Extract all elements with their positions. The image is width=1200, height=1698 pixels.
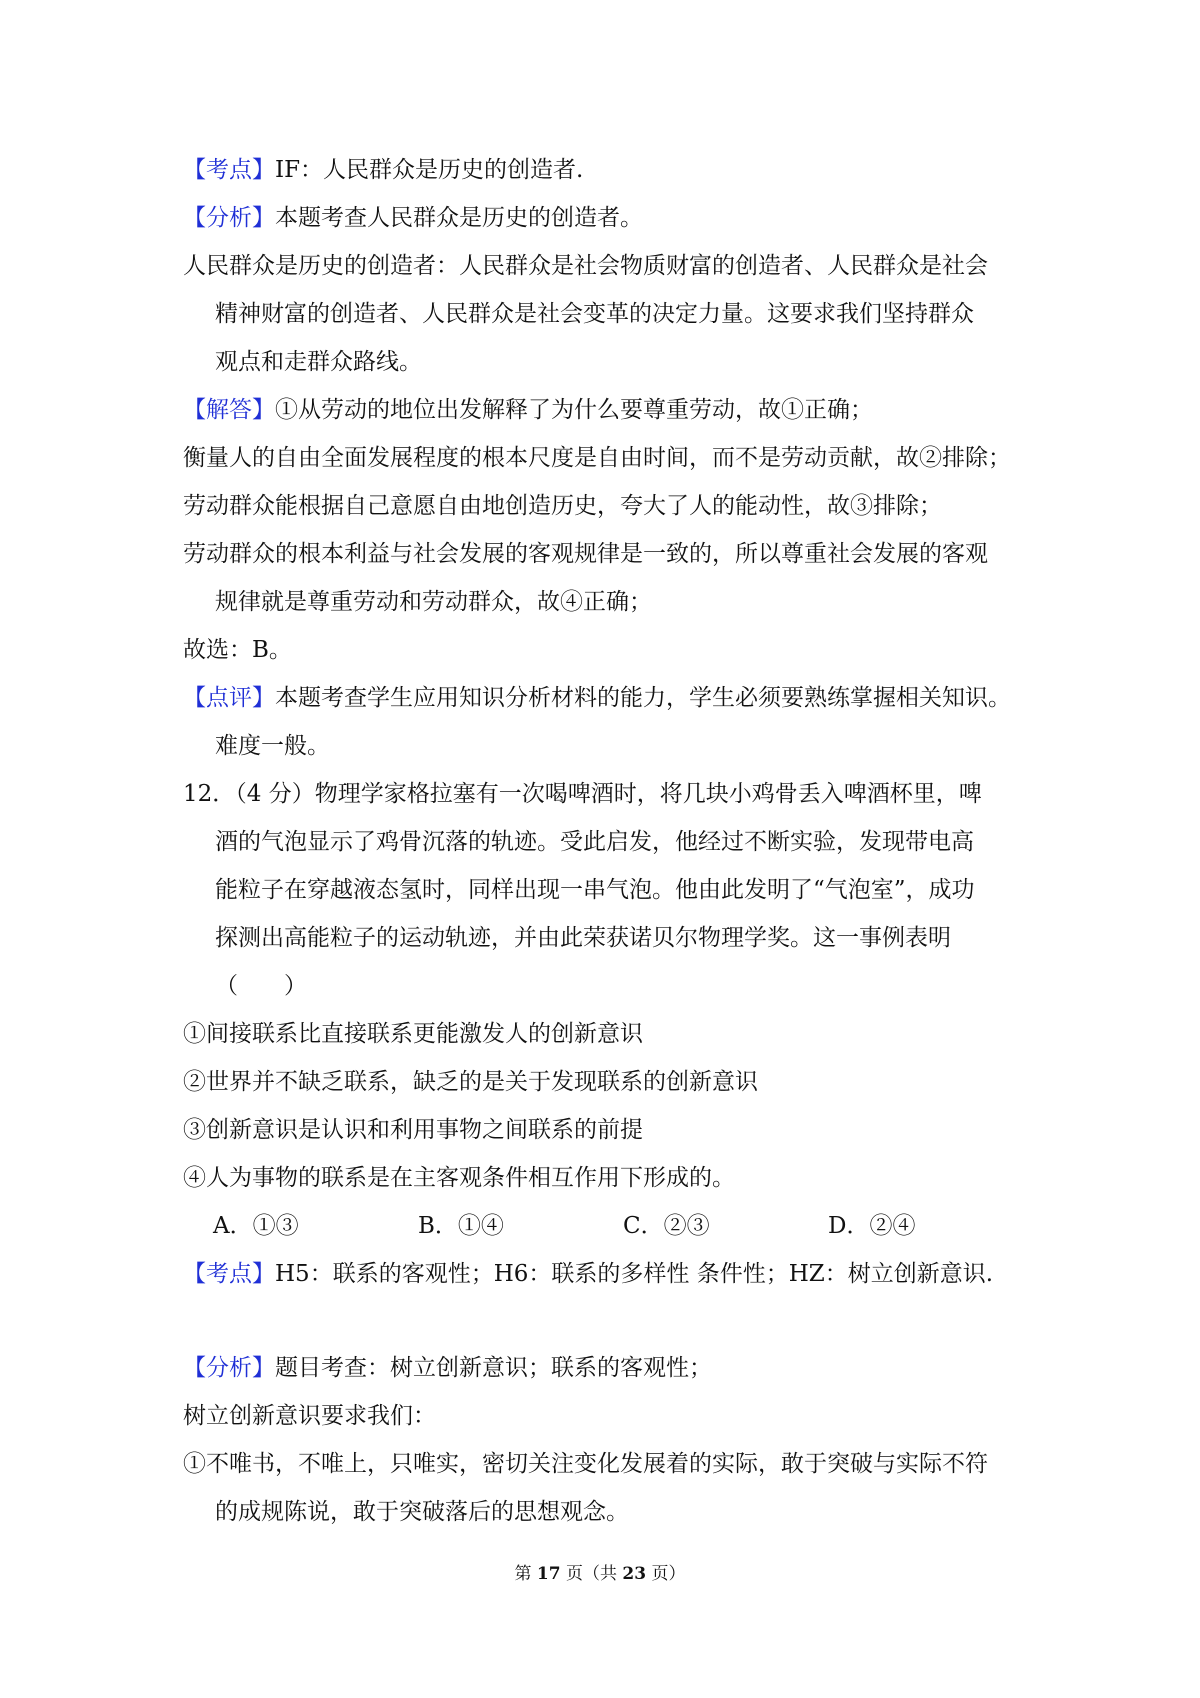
question-12-line: 探测出高能粒子的运动轨迹，并由此荣获诺贝尔物理学奖。这一事例表明 (215, 925, 951, 951)
fenxi-tag: 【分析】 (183, 205, 275, 231)
kaodian-line-1 (183, 146, 1033, 194)
jieda-body-line: 衡量人的自由全面发展程度的根本尺度是自由时间，而不是劳动贡献，故②排除； (183, 445, 1011, 471)
footer-middle: 页（共 (566, 1564, 617, 1584)
fenxi-body-line: 人民群众是历史的创造者：人民群众是社会物质财富的创造者、人民群众是社会 (183, 253, 988, 279)
jieda-body-line: 规律就是尊重劳动和劳动群众，故④正确； (215, 589, 652, 615)
dianping-line-1 (183, 674, 1033, 722)
answer-options (183, 1202, 1033, 1250)
fenxi-text: 本题考查人民群众是历史的创造者。 (275, 205, 643, 231)
kaodian-tag: 【考点】 (183, 1261, 275, 1287)
kaodian-text: H5：联系的客观性；H6：联系的多样性 条件性；HZ：树立创新意识. (275, 1261, 994, 1287)
fenxi-body-line: 精神财富的创造者、人民群众是社会变革的决定力量。这要求我们坚持群众 (215, 301, 974, 327)
option-b: B．①④ (418, 1213, 504, 1239)
fenxi-body-line: 树立创新意识要求我们： (183, 1403, 436, 1429)
kaodian-text: IF：人民群众是历史的创造者. (275, 157, 584, 183)
dianping-cont-line: 难度一般。 (215, 733, 330, 759)
fenxi-tag: 【分析】 (183, 1355, 275, 1381)
section-gap (183, 1298, 1033, 1344)
footer-prefix: 第 (514, 1564, 532, 1584)
fenxi-body-line: ①不唯书，不唯上，只唯实，密切关注变化发展着的实际，敢于突破与实际不符 (183, 1451, 988, 1477)
jieda-text: ①从劳动的地位出发解释了为什么要尊重劳动，故①正确； (275, 397, 873, 423)
option-a: A．①③ (213, 1213, 299, 1239)
document-content (183, 146, 1033, 1536)
dianping-text: 本题考查学生应用知识分析材料的能力，学生必须要熟练掌握相关知识。 (275, 685, 1011, 711)
page-footer (0, 1560, 1200, 1588)
jieda-line-1 (183, 386, 1033, 434)
question-12-line: 能粒子在穿越液态氢时，同样出现一串气泡。他由此发明了“气泡室”，成功 (215, 877, 975, 903)
statement-3: ③创新意识是认识和利用事物之间联系的前提 (183, 1117, 643, 1143)
fenxi-text: 题目考查：树立创新意识；联系的客观性； (275, 1355, 712, 1381)
fenxi-line-1 (183, 194, 1033, 242)
dianping-tag: 【点评】 (183, 685, 275, 711)
jieda-body-line: 劳动群众的根本利益与社会发展的客观规律是一致的，所以尊重社会发展的客观 (183, 541, 988, 567)
option-c: C．②③ (623, 1213, 710, 1239)
kaodian-tag: 【考点】 (183, 157, 275, 183)
option-d: D．②④ (828, 1213, 916, 1239)
fenxi-body-line: 的成规陈说，敢于突破落后的思想观念。 (215, 1499, 629, 1525)
fenxi-body-line: 观点和走群众路线。 (215, 349, 422, 375)
footer-suffix: 页） (651, 1564, 686, 1584)
footer-page-number: 17 (536, 1564, 561, 1584)
jieda-body-line: 劳动群众能根据自己意愿自由地创造历史，夸大了人的能动性，故③排除； (183, 493, 942, 519)
question-12-line: 12．（4 分）物理学家格拉塞有一次喝啤酒时，将几块小鸡骨丢入啤酒杯里，啤 (183, 781, 982, 807)
jieda-answer-line: 故选：B。 (183, 637, 292, 663)
statement-2: ②世界并不缺乏联系，缺乏的是关于发现联系的创新意识 (183, 1069, 758, 1095)
question-12-line: 酒的气泡显示了鸡骨沉落的轨迹。受此启发，他经过不断实验，发现带电高 (215, 829, 974, 855)
jieda-tag: 【解答】 (183, 397, 275, 423)
footer-total-pages: 23 (622, 1564, 647, 1584)
kaodian-line-2 (183, 1250, 1033, 1298)
statement-1: ①间接联系比直接联系更能激发人的创新意识 (183, 1021, 643, 1047)
statement-4: ④人为事物的联系是在主客观条件相互作用下形成的。 (183, 1165, 735, 1191)
fenxi-line-2 (183, 1344, 1033, 1392)
question-12-blank: （ ） (215, 973, 307, 999)
